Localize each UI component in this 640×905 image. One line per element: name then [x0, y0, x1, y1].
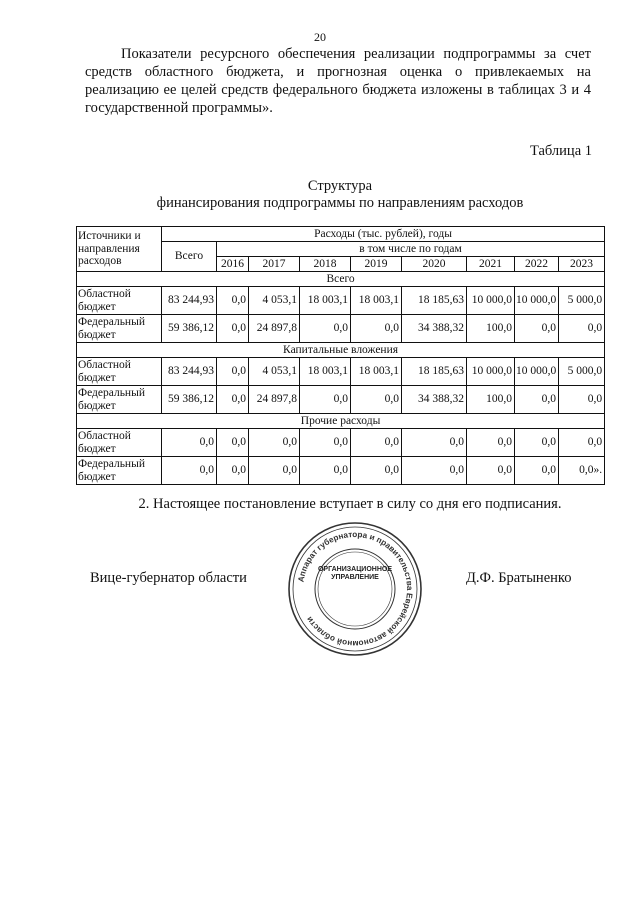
seal-center-line1: ОРГАНИЗАЦИОННОЕ	[317, 566, 393, 573]
table-title	[0, 178, 640, 212]
row-year-value: 10 000,0	[515, 358, 559, 386]
table-row	[77, 386, 605, 414]
row-year-value: 0,0	[217, 386, 249, 414]
svg-text:Аппарат губернатора и правител	[296, 530, 414, 648]
page-number: 20	[314, 30, 326, 44]
row-year-value: 0,0	[515, 386, 559, 414]
row-year-value: 0,0	[559, 386, 605, 414]
row-year-value: 0,0	[402, 457, 467, 485]
table-row	[77, 315, 605, 343]
header-year: 2023	[559, 257, 605, 272]
row-year-value: 34 388,32	[402, 315, 467, 343]
row-year-value: 0,0	[351, 386, 402, 414]
header-year: 2022	[515, 257, 559, 272]
row-year-value: 0,0».	[559, 457, 605, 485]
row-total: 83 244,93	[162, 358, 217, 386]
row-year-value: 100,0	[467, 315, 515, 343]
header-by-years: в том числе по годам	[217, 242, 605, 257]
row-year-value: 0,0	[467, 457, 515, 485]
row-year-value: 0,0	[217, 429, 249, 457]
table-row	[77, 287, 605, 315]
row-year-value: 4 053,1	[249, 358, 300, 386]
row-year-value: 0,0	[351, 429, 402, 457]
financing-table	[76, 226, 605, 485]
table-label: Таблица 1	[529, 143, 592, 159]
table-row	[77, 457, 605, 485]
row-year-value: 4 053,1	[249, 287, 300, 315]
row-year-value: 0,0	[402, 429, 467, 457]
intro-paragraph: Показатели ресурсного обеспечения реализации подпрограммы за счет средств областного бюджета, и прогнозная оценка о привлекаемых на реализацию ее целей средств федерального бюджета изложены в таблицах 3 и 4 государственной программы».	[85, 46, 591, 116]
header-sources: Источники и направления расходов	[77, 227, 162, 272]
header-total: Всего	[162, 242, 217, 272]
row-total: 0,0	[162, 457, 217, 485]
section-title: Капитальные вложения	[77, 343, 605, 358]
seal-center-line2: УПРАВЛЕНИЕ	[331, 574, 379, 581]
row-year-value: 0,0	[559, 429, 605, 457]
row-year-value: 18 003,1	[351, 358, 402, 386]
row-year-value: 24 897,8	[249, 315, 300, 343]
seal-ring-text: Аппарат губернатора и правительства Еврейской автономной области	[296, 529, 415, 649]
row-year-value: 18 185,63	[402, 287, 467, 315]
table-title-line2: финансирования подпрограммы по направлениям расходов	[156, 195, 524, 211]
row-year-value: 24 897,8	[249, 386, 300, 414]
row-year-value: 18 003,1	[351, 287, 402, 315]
row-year-value: 18 003,1	[300, 287, 351, 315]
table-title-line1: Структура	[307, 178, 373, 194]
row-year-value: 0,0	[300, 457, 351, 485]
row-year-value: 0,0	[515, 457, 559, 485]
row-year-value: 0,0	[559, 315, 605, 343]
header-year: 2021	[467, 257, 515, 272]
row-year-value: 0,0	[515, 315, 559, 343]
row-total: 0,0	[162, 429, 217, 457]
section-title: Прочие расходы	[77, 414, 605, 429]
header-year: 2016	[217, 257, 249, 272]
row-total: 83 244,93	[162, 287, 217, 315]
row-year-value: 0,0	[249, 429, 300, 457]
row-year-value: 10 000,0	[515, 287, 559, 315]
row-source: Областной бюджет	[77, 429, 162, 457]
table-row	[77, 358, 605, 386]
signer-name: Д.Ф. Братыненко	[466, 570, 572, 586]
official-seal	[285, 519, 425, 659]
row-year-value: 100,0	[467, 386, 515, 414]
row-year-value: 0,0	[300, 386, 351, 414]
row-year-value: 0,0	[217, 457, 249, 485]
header-year: 2018	[300, 257, 351, 272]
row-year-value: 10 000,0	[467, 358, 515, 386]
section-title: Всего	[77, 272, 605, 287]
row-year-value: 0,0	[351, 457, 402, 485]
row-year-value: 0,0	[300, 429, 351, 457]
row-total: 59 386,12	[162, 386, 217, 414]
row-year-value: 5 000,0	[559, 358, 605, 386]
row-source: Федеральный бюджет	[77, 386, 162, 414]
row-year-value: 0,0	[217, 315, 249, 343]
row-year-value: 0,0	[515, 429, 559, 457]
row-year-value: 5 000,0	[559, 287, 605, 315]
row-total: 59 386,12	[162, 315, 217, 343]
row-source: Областной бюджет	[77, 358, 162, 386]
table-row	[77, 429, 605, 457]
seal-center-text	[316, 566, 394, 582]
row-source: Федеральный бюджет	[77, 315, 162, 343]
closing-paragraph: 2. Настоящее постановление вступает в силу со дня его подписания.	[138, 496, 562, 512]
row-year-value: 18 003,1	[300, 358, 351, 386]
row-year-value: 0,0	[467, 429, 515, 457]
header-year: 2020	[402, 257, 467, 272]
row-source: Областной бюджет	[77, 287, 162, 315]
header-year: 2017	[249, 257, 300, 272]
row-year-value: 34 388,32	[402, 386, 467, 414]
row-year-value: 0,0	[217, 287, 249, 315]
row-year-value: 0,0	[249, 457, 300, 485]
row-year-value: 0,0	[351, 315, 402, 343]
row-year-value: 0,0	[300, 315, 351, 343]
row-source: Федеральный бюджет	[77, 457, 162, 485]
row-year-value: 10 000,0	[467, 287, 515, 315]
header-expenses: Расходы (тыс. рублей), годы	[162, 227, 605, 242]
row-year-value: 0,0	[217, 358, 249, 386]
row-year-value: 18 185,63	[402, 358, 467, 386]
header-year: 2019	[351, 257, 402, 272]
signer-position: Вице-губернатор области	[90, 570, 247, 586]
